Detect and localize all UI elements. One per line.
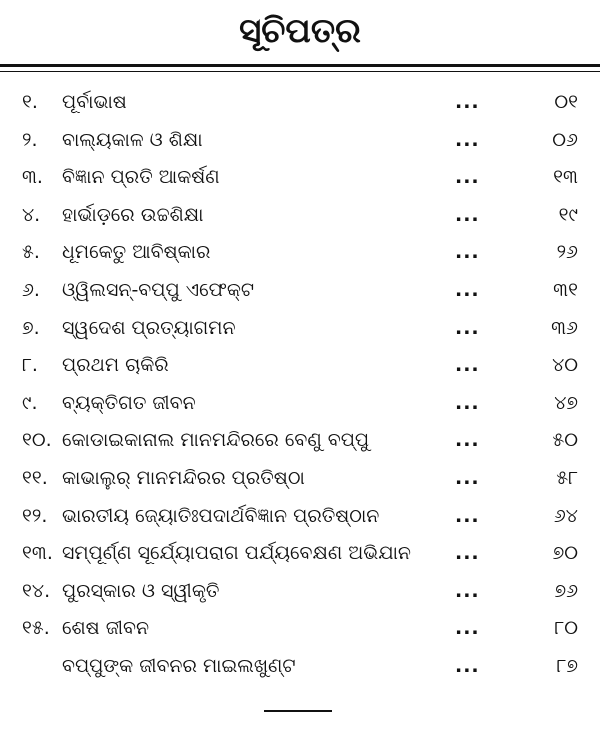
entry-title: ସ୍ୱଦେଶ ପ୍ରତ୍ୟାଗମନ <box>62 316 236 339</box>
entry-page: ୪୭ <box>554 391 578 414</box>
entry-title: ପୂର୍ବାଭାଷ <box>62 91 127 113</box>
entry-number: ୫. <box>22 241 40 264</box>
entry-page: ୮୭ <box>556 654 578 677</box>
toc-entry <box>0 272 600 310</box>
entry-number: ୯. <box>22 391 38 414</box>
entry-number: ୬. <box>22 278 40 301</box>
toc-entry <box>0 234 600 272</box>
entry-title: କାଭାଲୁର୍ ମାନମନ୍ଦିରର ପ୍ରତିଷ୍ଠା <box>62 466 305 489</box>
toc-entry <box>0 422 600 460</box>
entry-title: ପ୍ରଥମ ଚାକିରି <box>62 354 169 377</box>
toc-entry <box>0 385 600 423</box>
toc-entry <box>0 573 600 611</box>
entry-page: ୭୦ <box>552 542 578 565</box>
entry-page: ୦୬ <box>552 128 578 151</box>
toc-entry <box>0 535 600 573</box>
entry-title: ଶେଷ ଜୀବନ <box>62 617 150 640</box>
entry-title: ହାର୍ଭାଡ଼ରେ ଉଚ୍ଚଶିକ୍ଷା <box>62 203 204 226</box>
toc-entry <box>0 84 600 122</box>
title-rule-thick <box>0 64 600 67</box>
entry-page: ୫୮ <box>556 466 578 489</box>
toc-entry <box>0 648 600 686</box>
entry-number: ୭. <box>22 316 40 339</box>
entry-number: ୧୫. <box>22 617 50 640</box>
entry-leader: ... <box>455 91 480 113</box>
toc-entry <box>0 610 600 648</box>
entry-title: ଓ୍ୱିଲସନ୍-ବପ୍ପୁ ଏଫେକ୍ଟ <box>62 278 255 301</box>
entry-leader: ... <box>455 278 480 301</box>
toc-entry <box>0 159 600 197</box>
toc-entry <box>0 347 600 385</box>
entry-page: ୪୦ <box>552 354 578 377</box>
entry-title: ପୁରସ୍କାର ଓ ସ୍ୱୀକୃତି <box>62 579 220 602</box>
entry-page: ୧୯ <box>558 203 578 226</box>
entry-leader: ... <box>455 504 480 527</box>
entry-number: ୧୪. <box>22 579 51 602</box>
entry-page: ୩୧ <box>553 278 578 301</box>
entry-number: ୧୨. <box>22 504 48 527</box>
title-rule-thin <box>0 71 600 72</box>
entry-leader: ... <box>455 391 480 414</box>
entry-page: ୬୪ <box>553 504 578 527</box>
entry-page: ୦୧ <box>554 91 578 113</box>
entry-title: ବାଲ୍ୟକାଳ ଓ ଶିକ୍ଷା <box>62 128 203 151</box>
entry-number: ୧୧. <box>22 466 48 489</box>
toc-entry <box>0 460 600 498</box>
entry-title: ସମ୍ପୂର୍ଣ୍ଣ ସୂର୍ଯ୍ୟୋପରାଗ ପର୍ଯ୍ୟବେକ୍ଷଣ ଅଭିଯାନ <box>62 542 411 565</box>
entry-leader: ... <box>455 316 480 339</box>
entry-page: ୫୦ <box>552 429 578 452</box>
entry-number: ୨. <box>22 128 38 151</box>
entry-number: ୧୩. <box>22 542 53 565</box>
entry-page: ୨୬ <box>556 241 578 264</box>
toc-entry <box>0 122 600 160</box>
entry-title: ଭାରତୀୟ ଜ୍ୟୋତିଃପଦାର୍ଥବିଜ୍ଞାନ ପ୍ରତିଷ୍ଠାନ <box>62 504 380 527</box>
entry-leader: ... <box>455 617 480 640</box>
entry-title: ବିଜ୍ଞାନ ପ୍ରତି ଆକର୍ଷଣ <box>62 166 220 189</box>
entry-title: ଧୂମକେତୁ ଆବିଷ୍କାର <box>62 241 211 264</box>
entry-leader: ... <box>455 128 480 151</box>
entry-number: ୮. <box>22 354 38 377</box>
entry-number: ୧. <box>22 91 38 113</box>
entry-page: ୮୦ <box>554 617 578 640</box>
entry-number: ୧୦. <box>22 429 52 452</box>
end-rule <box>264 710 332 712</box>
toc-entry <box>0 498 600 536</box>
table-of-contents <box>0 84 600 686</box>
toc-entry <box>0 310 600 348</box>
entry-leader: ... <box>455 579 480 602</box>
entry-leader: ... <box>455 542 480 565</box>
entry-number: ୩. <box>22 166 43 189</box>
entry-page: ୭୬ <box>554 579 578 602</box>
entry-leader: ... <box>455 354 480 377</box>
entry-title: ବ୍ୟକ୍ତିଗତ ଜୀବନ <box>62 391 196 414</box>
entry-leader: ... <box>455 466 480 489</box>
entry-leader: ... <box>455 203 480 226</box>
entry-title: ବପ୍ପୁଙ୍କ ଜୀବନର ମାଇଲଖୁଣ୍ଟ <box>62 654 296 677</box>
entry-leader: ... <box>455 429 480 452</box>
entry-title: କୋଡାଇକାନାଲ ମାନମନ୍ଦିରରେ ବେଣୁ ବପ୍ପୁ <box>62 429 370 452</box>
entry-number: ୪. <box>22 203 41 226</box>
page-title: ସୂଚିପତ୍ର <box>239 11 361 51</box>
entry-leader: ... <box>455 241 480 264</box>
entry-leader: ... <box>455 654 480 677</box>
toc-entry <box>0 197 600 235</box>
entry-page: ୩୬ <box>551 316 578 339</box>
entry-leader: ... <box>455 166 480 189</box>
entry-page: ୧୩ <box>553 166 578 189</box>
